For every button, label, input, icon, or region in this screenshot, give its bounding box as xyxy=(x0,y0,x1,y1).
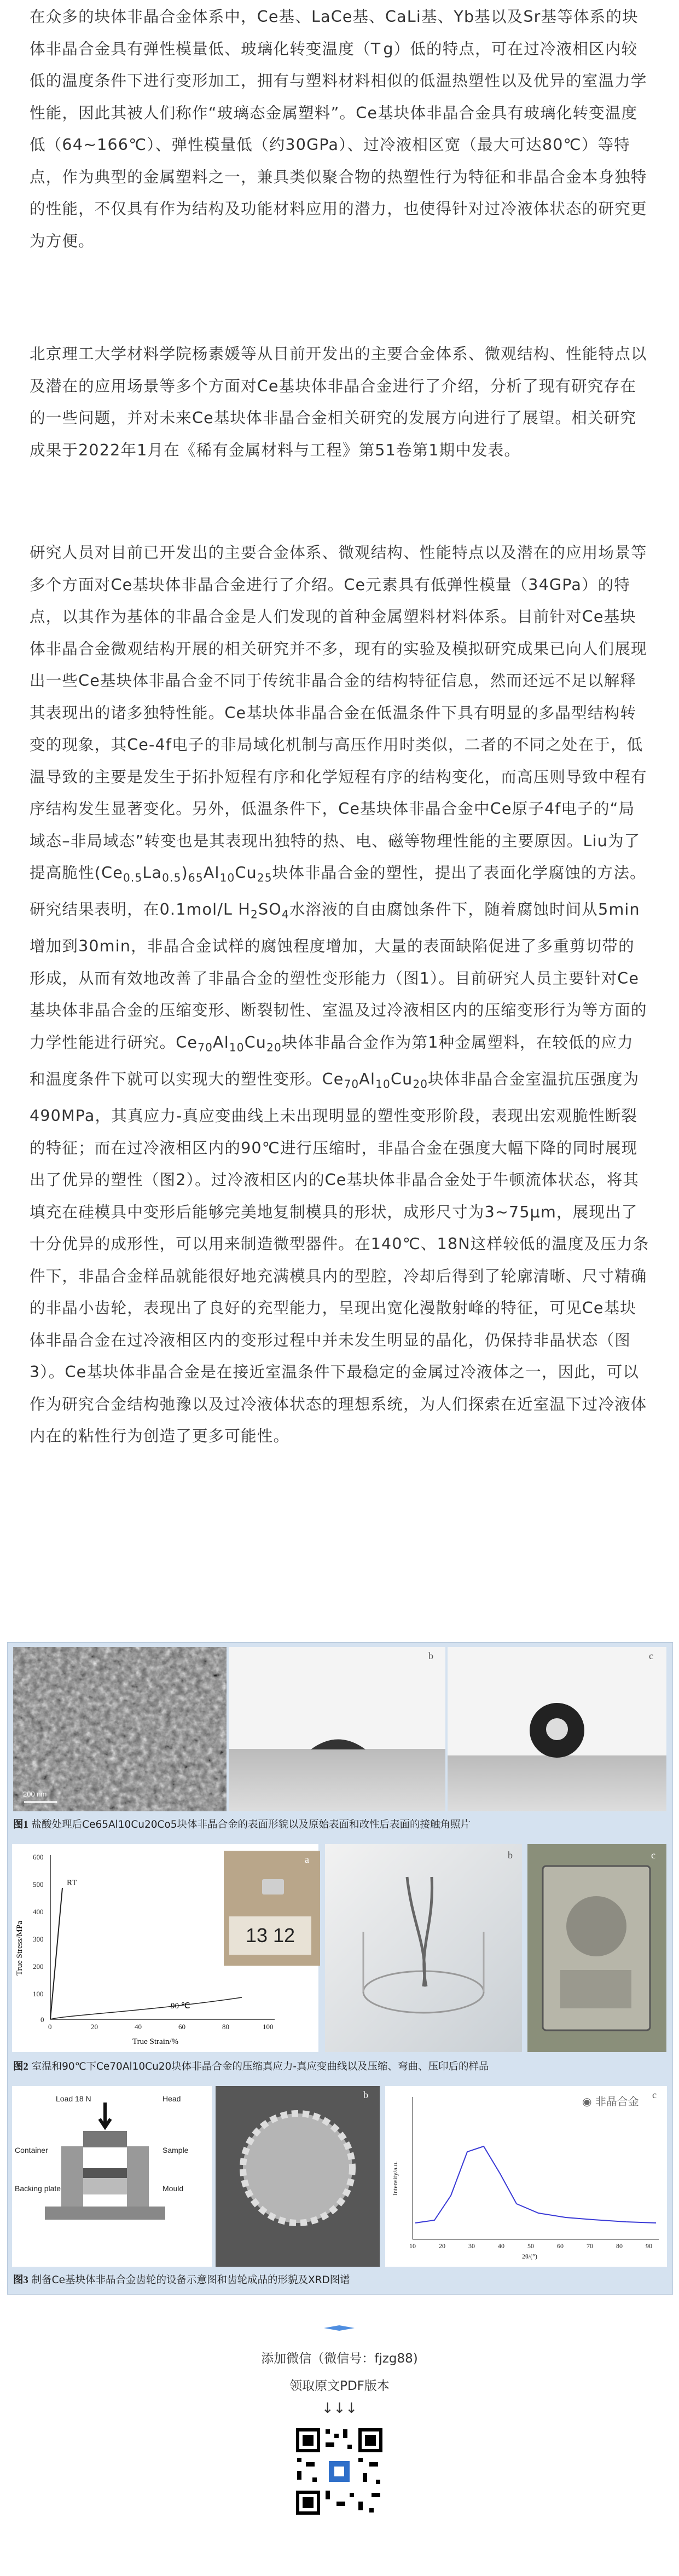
fig1-contact-angle-b xyxy=(229,1647,445,1811)
container-wall xyxy=(127,2146,149,2207)
caption-text: 室温和90℃下Ce70Al10Cu20块体非晶合金的压缩真应力-真应变曲线以及压缩、弯曲、压印后的样品 xyxy=(31,2061,489,2072)
xrd-chart xyxy=(385,2086,667,2267)
watermark xyxy=(582,2093,639,2109)
xrd-curve xyxy=(415,2146,656,2223)
xrd-x-tick: 30 xyxy=(468,2242,475,2250)
caption-number: 图2 xyxy=(13,2061,28,2072)
x-tick-label: 40 xyxy=(135,2023,142,2031)
load-arrow xyxy=(100,2103,111,2127)
formula-sub: 70 xyxy=(344,1077,359,1091)
formula-el: La xyxy=(142,864,163,882)
y-tick-label: 600 xyxy=(33,1853,44,1861)
fig2-bending-photo-b xyxy=(325,1844,522,2052)
fig3-xrd-panel xyxy=(385,2086,667,2267)
formula-sub: 4 xyxy=(281,908,289,921)
xrd-x-tick: 20 xyxy=(439,2242,445,2250)
fig3-schematic-panel xyxy=(12,2086,212,2267)
formula-sub: 10 xyxy=(229,1041,245,1054)
sample-block xyxy=(83,2168,127,2178)
formula-sub: 65 xyxy=(188,871,204,885)
sem-texture-image xyxy=(13,1647,227,1811)
figure-3-caption xyxy=(13,2272,350,2286)
container-wall xyxy=(61,2146,83,2207)
panel-c-label: c xyxy=(649,1650,653,1661)
flat-droplet-image xyxy=(229,1647,445,1811)
footer-wechat-line: 添加微信（微信号：fjzg88) xyxy=(261,2352,418,2366)
sample-label: Sample xyxy=(163,2146,189,2155)
caption-number: 图1 xyxy=(13,1820,28,1830)
scale-bar-label: 200 nm xyxy=(23,1790,47,1798)
details-text-a: 研究人员对目前已开发出的主要合金体系、微观结构、性能特点以及潜在的应用场景等多个方面对Ce基块体非晶合金进行了介绍。Ce元素具有低弹性模量（34GPa）的特点，以其作为基体的非晶合金是人们发现的首种金属塑料材料体系。目前针对Ce基块体非晶合金微观结构开展的相关研究并不多，现有的实验及模拟研究成果已向人们展现出一些Ce基块体非晶合金不同于传统非晶合金的结构特征信息，然而还远不足以解释其表现出的诸多独特性能。Ce基块体非晶合金在低温条件下具有明显的多晶型结构转变的现象，其Ce-4f电子的非局域化机制与高压作用时类似，二者的不同之处在于，低温导致的主要是发生于拓扑短程有序和化学短程有序的结构变化，而高压则导致中程有序结构发生显著变化。另外，低温条件下，Ce基块体非晶合金中Ce原子4f电子的“局域态–非局域态”转变也是其表现出独特的热、电、磁等物理性能的主要原因。Liu为了提高脆性(Ce xyxy=(30,544,647,882)
x-tick-label: 60 xyxy=(178,2023,185,2031)
formula-sub: 0.5 xyxy=(123,871,143,885)
ruler-numbers: 13 12 xyxy=(245,1924,295,1947)
intro-paragraph xyxy=(30,1,649,257)
wechat-icon: ◉ xyxy=(582,2095,592,2108)
xrd-x-tick: 10 xyxy=(409,2242,416,2250)
formula-sub: 0.5 xyxy=(162,871,182,885)
90c-label: 90 ℃ xyxy=(171,2002,190,2011)
panel-b-label: b xyxy=(363,2089,368,2100)
head-block xyxy=(83,2131,127,2147)
caption-text: 制备Ce基块体非晶合金齿轮的设备示意图和齿轮成品的形貌及XRD图谱 xyxy=(31,2274,350,2286)
formula-sub: 10 xyxy=(219,871,235,885)
xrd-x-tick: 80 xyxy=(616,2242,623,2250)
figure-1-caption xyxy=(13,1817,471,1831)
qr-code-image xyxy=(293,2425,386,2518)
qr-code[interactable] xyxy=(293,2425,386,2518)
formula-sub: 25 xyxy=(257,871,272,885)
y-tick-label: 100 xyxy=(33,1990,44,1998)
y-tick-label: 500 xyxy=(33,1880,44,1888)
xrd-x-title: 2θ/(°) xyxy=(522,2252,537,2260)
formula-el: SO xyxy=(258,900,282,919)
x-tick-label: 100 xyxy=(263,2023,274,2031)
x-ticks xyxy=(48,2023,274,2031)
research-summary-paragraph xyxy=(30,338,649,466)
formula-el: Cu xyxy=(390,1070,413,1089)
footer-pdf-line: 领取原文PDF版本 xyxy=(289,2379,390,2393)
xrd-x-ticks xyxy=(409,2242,652,2250)
x-axis-title: True Strain/% xyxy=(132,2037,179,2046)
caption-number: 图3 xyxy=(13,2275,28,2286)
xrd-x-tick: 90 xyxy=(646,2242,652,2250)
panel-b-label: b xyxy=(428,1650,433,1661)
footer-arrows: ↓↓↓ xyxy=(321,2400,358,2417)
mould-block xyxy=(83,2178,127,2194)
fig1-contact-angle-c xyxy=(448,1647,666,1811)
details-paragraph xyxy=(30,537,649,1453)
container-label: Container xyxy=(15,2146,48,2155)
backing-plate-label: Backing plate xyxy=(15,2184,61,2193)
sample-piece xyxy=(262,1879,284,1895)
y-ticks xyxy=(33,1853,44,2024)
formula-el: Cu xyxy=(244,1033,267,1052)
panel-b-label: b xyxy=(508,1850,513,1861)
watermark-text: 非晶合金 xyxy=(595,2095,639,2108)
formula-sub: 10 xyxy=(375,1077,391,1091)
research-summary-text: 北京理工大学材料学院杨素媛等从目前开发出的主要合金体系、微观结构、性能特点以及潜在的应用场景等多个方面对Ce基块体非晶合金进行了介绍，分析了现有研究存在的一些问题，并对未来Ce基块体非晶合金相关研究的发展方向进行了展望。相关研究成果于2022年1月在《稀有金属材料与工程》第51卷第1期中发表。 xyxy=(30,345,647,459)
panel-c-label: c xyxy=(651,1850,655,1861)
fig3-gear-panel xyxy=(216,2086,380,2267)
figure-2-caption xyxy=(13,2059,489,2073)
formula-el: Al xyxy=(359,1070,376,1089)
formula-el: Cu xyxy=(235,864,257,882)
xrd-x-tick: 70 xyxy=(587,2242,593,2250)
panel-a-label: a xyxy=(305,1854,309,1865)
panel-c-label: c xyxy=(652,2089,657,2100)
imprint-image xyxy=(527,1844,666,2052)
fig1-sem-panel xyxy=(13,1647,227,1811)
mould-schematic xyxy=(12,2086,212,2267)
formula-el: Al xyxy=(213,1033,229,1052)
fig2-imprint-photo-c xyxy=(527,1844,666,2052)
xrd-y-title: Intensity/a.u. xyxy=(391,2161,399,2196)
rt-curve xyxy=(50,1888,62,2019)
head-label: Head xyxy=(163,2094,181,2103)
y-tick-label: 300 xyxy=(33,1935,44,1943)
mould-label: Mould xyxy=(163,2184,184,2193)
details-text-c: 水溶液的自由腐蚀条件下，随着腐蚀时间从5min增加到30min，非晶合金试样的腐蚀程度增加，大量的表面缺陷促进了多重剪切带的形成，从而有效地改善了非晶合金的塑性变形能力（图1）。目前研究人员主要针对Ce基块体非晶合金的压缩变形、断裂韧性、室温及过冷液相区内的压缩变形行为等方面的力学性能进行研究。Ce xyxy=(30,900,647,1052)
ruler xyxy=(229,1916,311,1955)
intro-text: 在众多的块体非晶合金体系中，Ce基、LaCe基、CaLi基、Yb基以及Sr基等体系的块体非晶合金具有弹性模量低、玻璃化转变温度（T g）低的特点，可在过冷液相区内较低的温度条件下进行变形加工，拥有与塑料材料相似的低温热塑性以及优异的室温力学性能，因此其被人们称作“玻璃态金属塑料”。Ce基块体非晶合金具有玻璃化转变温度低（64~166℃）、弹性模量低（约30GPa）、过冷液相区宽（最大可达80℃）等特点，作为典型的金属塑料之一，兼具类似聚合物的热塑性行为特征和非晶合金本身独特的性能，不仅具有作为结构及功能材料应用的潜力，也使得针对过冷液体状态的研究更为方便。 xyxy=(30,8,647,250)
formula-el: Al xyxy=(203,864,220,882)
formula-sub: 70 xyxy=(198,1041,213,1054)
beaker-image xyxy=(325,1844,522,2052)
90c-curve xyxy=(50,1997,242,2019)
details-text-d: 块体非晶合金作为第1种金属塑料，在较低的应力和温度条件下就可以实现大的塑性变形。Ce xyxy=(30,1033,634,1089)
formula-el: ) xyxy=(181,864,188,882)
x-tick-label: 0 xyxy=(48,2023,52,2031)
rt-label: RT xyxy=(67,1879,77,1887)
figure-block xyxy=(7,1642,673,2295)
round-droplet-image xyxy=(448,1647,666,1811)
load-label: Load 18 N xyxy=(56,2094,91,2103)
y-tick-label: 200 xyxy=(33,1962,44,1971)
y-tick-label: 0 xyxy=(40,2015,44,2024)
separator-icon xyxy=(323,2324,356,2331)
formula-sub: 20 xyxy=(413,1077,428,1091)
formula-sub: 2 xyxy=(251,908,258,921)
y-tick-label: 400 xyxy=(33,1908,44,1916)
x-tick-label: 80 xyxy=(222,2023,229,2031)
xrd-x-tick: 60 xyxy=(557,2242,564,2250)
backing-plate xyxy=(45,2207,165,2220)
formula-sub: 20 xyxy=(266,1041,282,1054)
caption-text: 盐酸处理后Ce65Al10Cu20Co5块体非晶合金的表面形貌以及原始表面和改性后表面的接触角照片 xyxy=(31,1819,471,1830)
y-axis-title: True Stress/MPa xyxy=(15,1921,24,1976)
details-text-b: 块体非晶合金的塑性，提出了表面化学腐蚀的方法。研究结果表明，在0.1mol/L H xyxy=(30,864,646,919)
fig2-sample-photo-a xyxy=(224,1851,320,1966)
gear-image xyxy=(216,2086,380,2267)
xrd-x-tick: 50 xyxy=(527,2242,534,2250)
xrd-x-tick: 40 xyxy=(498,2242,504,2250)
x-tick-label: 20 xyxy=(91,2023,98,2031)
details-text-e: 块体非晶合金室温抗压强度为490MPa，其真应力-真应变曲线上未出现明显的塑性变形阶段，表现出宏观脆性断裂的特征；而在过冷液相区内的90℃进行压缩时，非晶合金在强度大幅下降的同时展现出了优异的塑性（图2）。过冷液相区内的Ce基块体非晶合金处于牛顿流体状态，将其填充在硅模具中变形后能够完美地复制模具的形状，成形尺寸为3~75μm，展现出了十分优异的成形性，可以用来制造微型器件。在140℃、18N这样较低的温度及压力条件下，非晶合金样品就能很好地充满模具内的型腔，冷却后得到了轮廓清晰、尺寸精确的非晶小齿轮，表现出了良好的充型能力，呈现出宽化漫散射峰的特征，可见Ce基块体非晶合金在过冷液相区内的变形过程中并未发生明显的晶化，仍保持非晶状态（图3）。Ce基块体非晶合金是在接近室温条件下最稳定的金属过冷液体之一，因此，可以作为研究合金结构弛豫以及过冷液体状态的理想系统，为人们探索在近室温下过冷液体内在的粘性行为创造了更多可能性。 xyxy=(30,1070,649,1446)
